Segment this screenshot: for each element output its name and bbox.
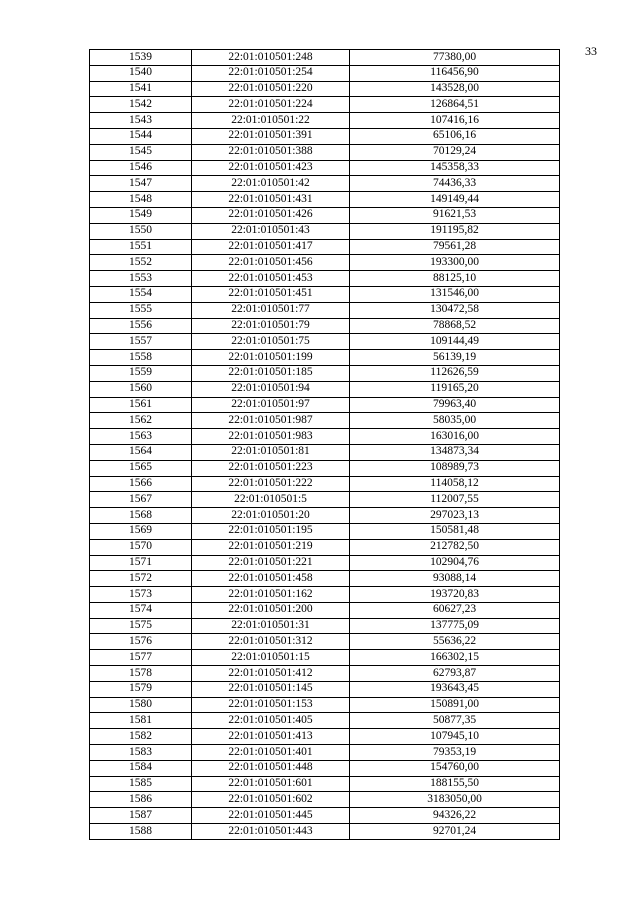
- table-row: [90, 476, 560, 492]
- cadastral-value-cell: 150891,00: [350, 697, 560, 713]
- cadastral-number-cell: 22:01:010501:81: [192, 444, 350, 460]
- cadastral-number-cell: 22:01:010501:22: [192, 113, 350, 129]
- table-row: [90, 397, 560, 413]
- row-number-cell: 1582: [90, 729, 192, 745]
- cadastral-value-cell: 79353,19: [350, 745, 560, 761]
- cadastral-value-cell: 3183050,00: [350, 792, 560, 808]
- table-row: [90, 824, 560, 840]
- table-row: [90, 97, 560, 113]
- table-row: [90, 681, 560, 697]
- row-number-cell: 1554: [90, 286, 192, 302]
- cadastral-value-cell: 94326,22: [350, 808, 560, 824]
- table-row: [90, 555, 560, 571]
- cadastral-value-cell: 114058,12: [350, 476, 560, 492]
- row-number-cell: 1557: [90, 334, 192, 350]
- table-row: [90, 255, 560, 271]
- row-number-cell: 1563: [90, 429, 192, 445]
- cadastral-value-cell: 107945,10: [350, 729, 560, 745]
- cadastral-value-cell: 149149,44: [350, 192, 560, 208]
- cadastral-number-cell: 22:01:010501:417: [192, 239, 350, 255]
- cadastral-number-cell: 22:01:010501:401: [192, 745, 350, 761]
- row-number-cell: 1555: [90, 302, 192, 318]
- cadastral-value-cell: 166302,15: [350, 650, 560, 666]
- row-number-cell: 1567: [90, 492, 192, 508]
- cadastral-number-cell: 22:01:010501:983: [192, 429, 350, 445]
- table-row: [90, 413, 560, 429]
- row-number-cell: 1585: [90, 776, 192, 792]
- table-row: [90, 760, 560, 776]
- row-number-cell: 1545: [90, 144, 192, 160]
- table-row: [90, 113, 560, 129]
- cadastral-value-cell: 131546,00: [350, 286, 560, 302]
- row-number-cell: 1569: [90, 523, 192, 539]
- table-row: [90, 381, 560, 397]
- table-row: [90, 350, 560, 366]
- cadastral-number-cell: 22:01:010501:94: [192, 381, 350, 397]
- cadastral-number-cell: 22:01:010501:43: [192, 223, 350, 239]
- table-row: [90, 618, 560, 634]
- cadastral-value-cell: 145358,33: [350, 160, 560, 176]
- cadastral-value-cell: 77380,00: [350, 50, 560, 66]
- table-row: [90, 286, 560, 302]
- cadastral-number-cell: 22:01:010501:199: [192, 350, 350, 366]
- table-row: [90, 697, 560, 713]
- table-row: [90, 50, 560, 66]
- table-body: [90, 50, 560, 840]
- row-number-cell: 1575: [90, 618, 192, 634]
- row-number-cell: 1547: [90, 176, 192, 192]
- cadastral-number-cell: 22:01:010501:453: [192, 271, 350, 287]
- row-number-cell: 1566: [90, 476, 192, 492]
- row-number-cell: 1551: [90, 239, 192, 255]
- row-number-cell: 1565: [90, 460, 192, 476]
- page-number: 33: [585, 44, 597, 58]
- table-row: [90, 776, 560, 792]
- cadastral-number-cell: 22:01:010501:602: [192, 792, 350, 808]
- table-row: [90, 745, 560, 761]
- cadastral-value-cell: 74436,33: [350, 176, 560, 192]
- row-number-cell: 1548: [90, 192, 192, 208]
- cadastral-value-cell: 79561,28: [350, 239, 560, 255]
- row-number-cell: 1587: [90, 808, 192, 824]
- row-number-cell: 1586: [90, 792, 192, 808]
- row-number-cell: 1552: [90, 255, 192, 271]
- row-number-cell: 1562: [90, 413, 192, 429]
- table-row: [90, 587, 560, 603]
- cadastral-value-cell: 58035,00: [350, 413, 560, 429]
- cadastral-number-cell: 22:01:010501:219: [192, 539, 350, 555]
- cadastral-number-cell: 22:01:010501:20: [192, 508, 350, 524]
- cadastral-value-cell: 102904,76: [350, 555, 560, 571]
- cadastral-number-cell: 22:01:010501:391: [192, 128, 350, 144]
- cadastral-number-cell: 22:01:010501:185: [192, 365, 350, 381]
- cadastral-number-cell: 22:01:010501:224: [192, 97, 350, 113]
- row-number-cell: 1556: [90, 318, 192, 334]
- table-row: [90, 144, 560, 160]
- row-number-cell: 1584: [90, 760, 192, 776]
- table-row: [90, 223, 560, 239]
- row-number-cell: 1580: [90, 697, 192, 713]
- cadastral-value-cell: 50877,35: [350, 713, 560, 729]
- cadastral-value-cell: 143528,00: [350, 81, 560, 97]
- cadastral-value-cell: 116456,90: [350, 65, 560, 81]
- row-number-cell: 1568: [90, 508, 192, 524]
- row-number-cell: 1542: [90, 97, 192, 113]
- table-row: [90, 571, 560, 587]
- cadastral-value-cell: 108989,73: [350, 460, 560, 476]
- cadastral-number-cell: 22:01:010501:445: [192, 808, 350, 824]
- row-number-cell: 1588: [90, 824, 192, 840]
- cadastral-number-cell: 22:01:010501:458: [192, 571, 350, 587]
- cadastral-value-cell: 119165,20: [350, 381, 560, 397]
- table-row: [90, 365, 560, 381]
- table-row: [90, 192, 560, 208]
- table-row: [90, 65, 560, 81]
- row-number-cell: 1583: [90, 745, 192, 761]
- row-number-cell: 1579: [90, 681, 192, 697]
- cadastral-number-cell: 22:01:010501:77: [192, 302, 350, 318]
- cadastral-value-cell: 112007,55: [350, 492, 560, 508]
- cadastral-number-cell: 22:01:010501:222: [192, 476, 350, 492]
- cadastral-number-cell: 22:01:010501:42: [192, 176, 350, 192]
- row-number-cell: 1543: [90, 113, 192, 129]
- row-number-cell: 1540: [90, 65, 192, 81]
- table-row: [90, 508, 560, 524]
- cadastral-value-cell: 193300,00: [350, 255, 560, 271]
- cadastral-number-cell: 22:01:010501:145: [192, 681, 350, 697]
- cadastral-number-cell: 22:01:010501:79: [192, 318, 350, 334]
- row-number-cell: 1550: [90, 223, 192, 239]
- cadastral-value-cell: 78868,52: [350, 318, 560, 334]
- row-number-cell: 1576: [90, 634, 192, 650]
- cadastral-value-cell: 92701,24: [350, 824, 560, 840]
- table-row: [90, 207, 560, 223]
- cadastral-number-cell: 22:01:010501:987: [192, 413, 350, 429]
- cadastral-value-cell: 79963,40: [350, 397, 560, 413]
- cadastral-number-cell: 22:01:010501:153: [192, 697, 350, 713]
- cadastral-number-cell: 22:01:010501:221: [192, 555, 350, 571]
- cadastral-number-cell: 22:01:010501:75: [192, 334, 350, 350]
- row-number-cell: 1581: [90, 713, 192, 729]
- table-row: [90, 539, 560, 555]
- row-number-cell: 1570: [90, 539, 192, 555]
- table-row: [90, 808, 560, 824]
- cadastral-number-cell: 22:01:010501:412: [192, 666, 350, 682]
- row-number-cell: 1574: [90, 602, 192, 618]
- cadastral-value-cell: 150581,48: [350, 523, 560, 539]
- cadastral-number-cell: 22:01:010501:423: [192, 160, 350, 176]
- row-number-cell: 1553: [90, 271, 192, 287]
- table-row: [90, 460, 560, 476]
- cadastral-number-cell: 22:01:010501:443: [192, 824, 350, 840]
- table-row: [90, 160, 560, 176]
- cadastral-number-cell: 22:01:010501:220: [192, 81, 350, 97]
- cadastral-value-cell: 137775,09: [350, 618, 560, 634]
- row-number-cell: 1560: [90, 381, 192, 397]
- cadastral-value-cell: 130472,58: [350, 302, 560, 318]
- row-number-cell: 1564: [90, 444, 192, 460]
- table-row: [90, 792, 560, 808]
- row-number-cell: 1577: [90, 650, 192, 666]
- row-number-cell: 1571: [90, 555, 192, 571]
- cadastral-number-cell: 22:01:010501:254: [192, 65, 350, 81]
- cadastral-value-cell: 134873,34: [350, 444, 560, 460]
- cadastral-number-cell: 22:01:010501:248: [192, 50, 350, 66]
- table-row: [90, 81, 560, 97]
- cadastral-number-cell: 22:01:010501:405: [192, 713, 350, 729]
- cadastral-value-table: [89, 49, 560, 840]
- cadastral-number-cell: 22:01:010501:601: [192, 776, 350, 792]
- cadastral-value-cell: 163016,00: [350, 429, 560, 445]
- cadastral-value-cell: 193643,45: [350, 681, 560, 697]
- table-row: [90, 128, 560, 144]
- table-row: [90, 523, 560, 539]
- cadastral-value-cell: 126864,51: [350, 97, 560, 113]
- cadastral-number-cell: 22:01:010501:195: [192, 523, 350, 539]
- cadastral-value-cell: 297023,13: [350, 508, 560, 524]
- cadastral-number-cell: 22:01:010501:448: [192, 760, 350, 776]
- cadastral-value-cell: 70129,24: [350, 144, 560, 160]
- cadastral-value-cell: 56139,19: [350, 350, 560, 366]
- table-row: [90, 318, 560, 334]
- table-row: [90, 302, 560, 318]
- cadastral-value-cell: 212782,50: [350, 539, 560, 555]
- cadastral-value-cell: 55636,22: [350, 634, 560, 650]
- cadastral-number-cell: 22:01:010501:456: [192, 255, 350, 271]
- table-row: [90, 666, 560, 682]
- row-number-cell: 1559: [90, 365, 192, 381]
- cadastral-number-cell: 22:01:010501:97: [192, 397, 350, 413]
- row-number-cell: 1546: [90, 160, 192, 176]
- cadastral-value-cell: 107416,16: [350, 113, 560, 129]
- table-row: [90, 334, 560, 350]
- cadastral-value-cell: 154760,00: [350, 760, 560, 776]
- cadastral-value-cell: 88125,10: [350, 271, 560, 287]
- cadastral-number-cell: 22:01:010501:162: [192, 587, 350, 603]
- row-number-cell: 1573: [90, 587, 192, 603]
- cadastral-value-cell: 193720,83: [350, 587, 560, 603]
- cadastral-number-cell: 22:01:010501:431: [192, 192, 350, 208]
- cadastral-value-cell: 65106,16: [350, 128, 560, 144]
- cadastral-value-cell: 60627,23: [350, 602, 560, 618]
- row-number-cell: 1539: [90, 50, 192, 66]
- table-row: [90, 429, 560, 445]
- table-row: [90, 492, 560, 508]
- cadastral-value-cell: 112626,59: [350, 365, 560, 381]
- table-row: [90, 444, 560, 460]
- cadastral-number-cell: 22:01:010501:413: [192, 729, 350, 745]
- table-row: [90, 650, 560, 666]
- cadastral-number-cell: 22:01:010501:312: [192, 634, 350, 650]
- row-number-cell: 1549: [90, 207, 192, 223]
- row-number-cell: 1558: [90, 350, 192, 366]
- cadastral-number-cell: 22:01:010501:426: [192, 207, 350, 223]
- table-row: [90, 713, 560, 729]
- table-row: [90, 271, 560, 287]
- cadastral-number-cell: 22:01:010501:15: [192, 650, 350, 666]
- table-row: [90, 634, 560, 650]
- table-row: [90, 239, 560, 255]
- table-row: [90, 729, 560, 745]
- cadastral-number-cell: 22:01:010501:200: [192, 602, 350, 618]
- cadastral-value-cell: 191195,82: [350, 223, 560, 239]
- cadastral-number-cell: 22:01:010501:223: [192, 460, 350, 476]
- cadastral-value-cell: 91621,53: [350, 207, 560, 223]
- cadastral-number-cell: 22:01:010501:5: [192, 492, 350, 508]
- row-number-cell: 1541: [90, 81, 192, 97]
- cadastral-number-cell: 22:01:010501:451: [192, 286, 350, 302]
- row-number-cell: 1578: [90, 666, 192, 682]
- cadastral-number-cell: 22:01:010501:31: [192, 618, 350, 634]
- cadastral-value-cell: 109144,49: [350, 334, 560, 350]
- table-row: [90, 602, 560, 618]
- cadastral-value-cell: 62793,87: [350, 666, 560, 682]
- row-number-cell: 1544: [90, 128, 192, 144]
- row-number-cell: 1561: [90, 397, 192, 413]
- cadastral-value-cell: 188155,50: [350, 776, 560, 792]
- cadastral-value-cell: 93088,14: [350, 571, 560, 587]
- cadastral-number-cell: 22:01:010501:388: [192, 144, 350, 160]
- row-number-cell: 1572: [90, 571, 192, 587]
- table-row: [90, 176, 560, 192]
